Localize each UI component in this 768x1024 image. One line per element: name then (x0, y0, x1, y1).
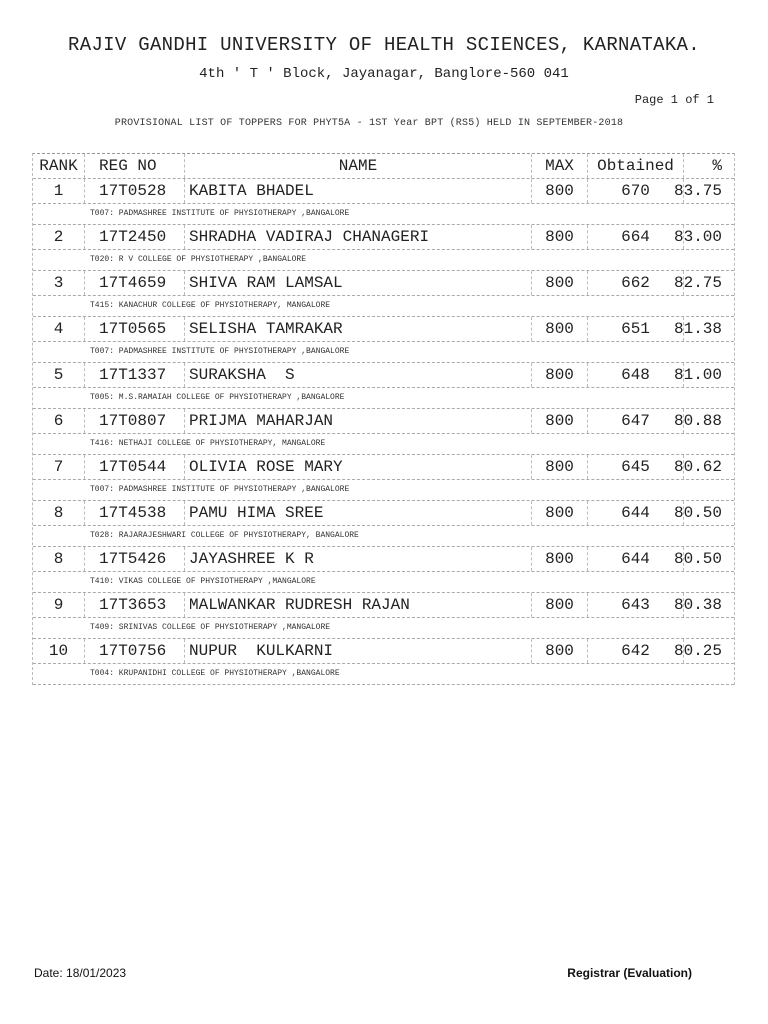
college-line: T005: M.S.RAMAIAH COLLEGE OF PHYSIOTHERAPY ,BANGALORE (33, 388, 734, 409)
cell-reg-no: 17T2450 (85, 225, 185, 249)
cell-max: 800 (532, 547, 588, 571)
cell-rank: 8 (33, 547, 85, 571)
cell-reg-no: 17T4538 (85, 501, 185, 525)
college-line: T007: PADMASHREE INSTITUTE OF PHYSIOTHERAPY ,BANGALORE (33, 204, 734, 225)
cell-obtained: 664 (588, 225, 684, 249)
table-row (33, 271, 734, 296)
cell-max: 800 (532, 501, 588, 525)
cell-reg-no: 17T0528 (85, 179, 185, 203)
cell-percent: 83.00 (673, 228, 722, 246)
cell-max: 800 (532, 593, 588, 617)
cell-reg-no: 17T4659 (85, 271, 185, 295)
header-reg-no: REG NO (85, 154, 185, 178)
cell-rank: 9 (33, 593, 85, 617)
toppers-table (32, 153, 735, 685)
signatory: Registrar (Evaluation) (567, 966, 692, 980)
cell-rank: 4 (33, 317, 85, 341)
header-obtained: Obtained (588, 154, 684, 178)
college-line: T007: PADMASHREE INSTITUTE OF PHYSIOTHERAPY ,BANGALORE (33, 480, 734, 501)
cell-obtained: 647 (588, 409, 684, 433)
cell-percent: 82.75 (673, 274, 722, 292)
college-line: T409: SRINIVAS COLLEGE OF PHYSIOTHERAPY ,MANGALORE (33, 618, 734, 639)
cell-name: SURAKSHA S (185, 363, 532, 387)
cell-name: PAMU HIMA SREE (185, 501, 532, 525)
cell-name: NUPUR KULKARNI (185, 639, 532, 663)
cell-rank: 6 (33, 409, 85, 433)
cell-name: PRIJMA MAHARJAN (185, 409, 532, 433)
page-number: Page 1 of 1 (634, 93, 714, 107)
table-body (33, 179, 734, 685)
cell-obtained: 644 (588, 547, 684, 571)
cell-obtained: 644 (588, 501, 684, 525)
cell-max: 800 (532, 639, 588, 663)
college-line: T004: KRUPANIDHI COLLEGE OF PHYSIOTHERAPY ,BANGALORE (33, 664, 734, 685)
cell-name: SHRADHA VADIRAJ CHANAGERI (185, 225, 532, 249)
cell-max: 800 (532, 409, 588, 433)
cell-name: MALWANKAR RUDRESH RAJAN (185, 593, 532, 617)
cell-max: 800 (532, 225, 588, 249)
cell-percent: 81.00 (673, 366, 722, 384)
cell-reg-no: 17T1337 (85, 363, 185, 387)
cell-rank: 8 (33, 501, 85, 525)
college-line: T028: RAJARAJESHWARI COLLEGE OF PHYSIOTHERAPY, BANGALORE (33, 526, 734, 547)
college-line: T410: VIKAS COLLEGE OF PHYSIOTHERAPY ,MANGALORE (33, 572, 734, 593)
cell-reg-no: 17T0807 (85, 409, 185, 433)
cell-rank: 10 (33, 639, 85, 663)
cell-rank: 1 (33, 179, 85, 203)
university-address: 4th ' T ' Block, Jayanagar, Banglore-560 041 (199, 66, 569, 82)
cell-max: 800 (532, 455, 588, 479)
cell-obtained: 670 (588, 179, 684, 203)
cell-reg-no: 17T0565 (85, 317, 185, 341)
college-line: T415: KANACHUR COLLEGE OF PHYSIOTHERAPY, MANGALORE (33, 296, 734, 317)
issue-date: Date: 18/01/2023 (34, 966, 127, 980)
cell-max: 800 (532, 363, 588, 387)
cell-reg-no: 17T0756 (85, 639, 185, 663)
cell-name: SHIVA RAM LAMSAL (185, 271, 532, 295)
header-percent: % (712, 157, 722, 175)
list-title: PROVISIONAL LIST OF TOPPERS FOR PHYT5A - 1ST Year BPT (RS5) HELD IN SEPTEMBER-2018 (114, 118, 624, 129)
header-name: NAME (185, 154, 532, 178)
college-line: T416: NETHAJI COLLEGE OF PHYSIOTHERAPY, MANGALORE (33, 434, 734, 455)
cell-obtained: 642 (588, 639, 684, 663)
table-row (33, 179, 734, 204)
table-row (33, 363, 734, 388)
cell-max: 800 (532, 179, 588, 203)
header-rank: RANK (33, 154, 85, 178)
cell-rank: 7 (33, 455, 85, 479)
table-row (33, 593, 734, 618)
cell-percent: 80.88 (673, 412, 722, 430)
table-row (33, 455, 734, 480)
college-line: T007: PADMASHREE INSTITUTE OF PHYSIOTHERAPY ,BANGALORE (33, 342, 734, 363)
cell-rank: 5 (33, 363, 85, 387)
cell-obtained: 662 (588, 271, 684, 295)
cell-max: 800 (532, 317, 588, 341)
header-max: MAX (532, 154, 588, 178)
cell-obtained: 643 (588, 593, 684, 617)
table-row (33, 501, 734, 526)
table-header (33, 154, 734, 179)
table-row (33, 409, 734, 434)
table-row (33, 639, 734, 664)
cell-percent: 80.50 (673, 550, 722, 568)
cell-max: 800 (532, 271, 588, 295)
cell-percent: 80.25 (673, 642, 722, 660)
cell-percent: 81.38 (673, 320, 722, 338)
cell-rank: 3 (33, 271, 85, 295)
cell-name: OLIVIA ROSE MARY (185, 455, 532, 479)
college-line: T020: R V COLLEGE OF PHYSIOTHERAPY ,BANGALORE (33, 250, 734, 271)
cell-percent: 83.75 (673, 182, 722, 200)
university-title: RAJIV GANDHI UNIVERSITY OF HEALTH SCIENCES, KARNATAKA. (68, 34, 700, 56)
table-row (33, 225, 734, 250)
cell-rank: 2 (33, 225, 85, 249)
cell-obtained: 645 (588, 455, 684, 479)
cell-obtained: 651 (588, 317, 684, 341)
cell-reg-no: 17T3653 (85, 593, 185, 617)
cell-name: SELISHA TAMRAKAR (185, 317, 532, 341)
cell-percent: 80.50 (673, 504, 722, 522)
table-row (33, 317, 734, 342)
cell-percent: 80.62 (673, 458, 722, 476)
table-row (33, 547, 734, 572)
cell-name: JAYASHREE K R (185, 547, 532, 571)
cell-percent: 80.38 (673, 596, 722, 614)
cell-name: KABITA BHADEL (185, 179, 532, 203)
cell-obtained: 648 (588, 363, 684, 387)
cell-reg-no: 17T0544 (85, 455, 185, 479)
cell-reg-no: 17T5426 (85, 547, 185, 571)
